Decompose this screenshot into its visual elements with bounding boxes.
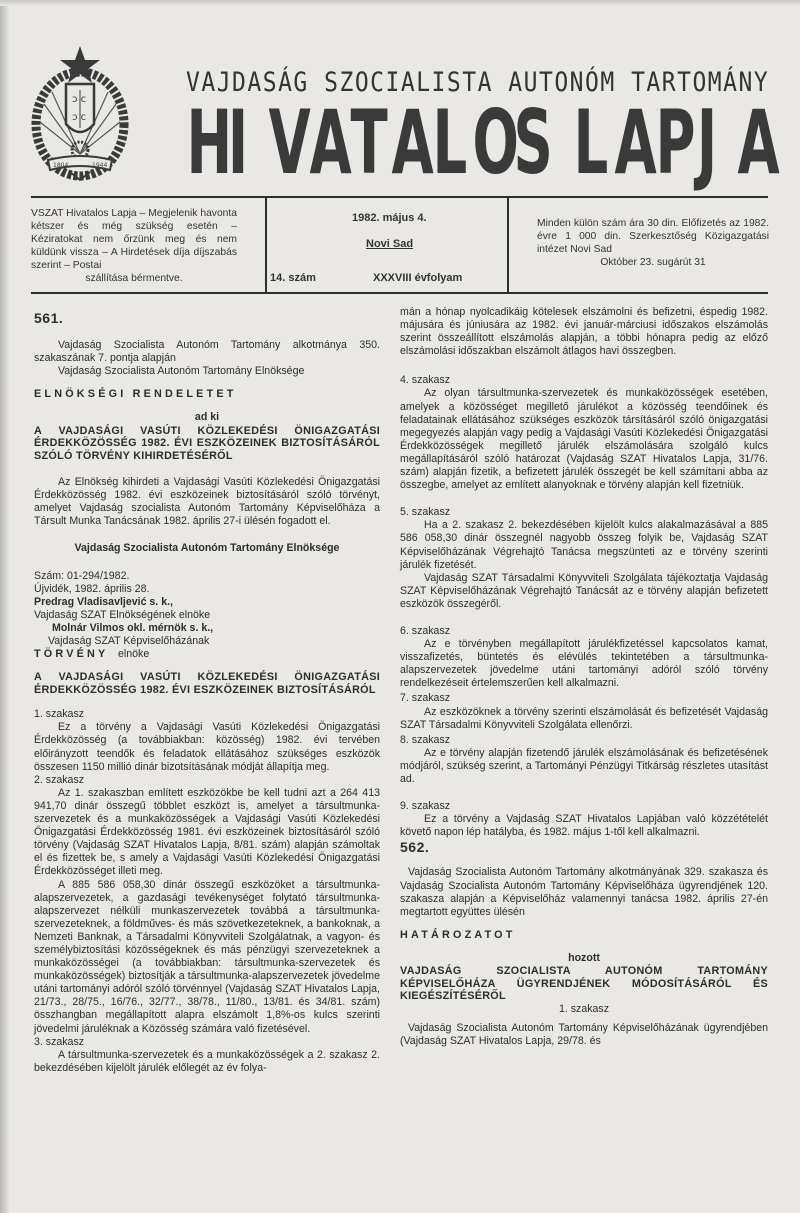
issue-number: 14. szám xyxy=(270,272,316,284)
info-divider-left xyxy=(265,196,267,293)
signer-name: Predrag Vladisavljević s. k., xyxy=(34,595,173,608)
paragraph: Az e törvény alapján fizetendő járulék elszámolásának és befizetésének módjáról, szükség szerint, a Tartományi Pénzügyi Titkárság részletes utasítást ad. xyxy=(400,746,768,785)
paragraph: Az 1. szakaszban említett eszközökbe be kell tudni azt a 264 413 941,70 dinár összegű többlet eszközt is, amelyet a társultmunka-szervezetek és a munkaközösségek a Vajdasági Vasúti Közlekedési Önigazgatási Érdekközösség 1981. évi eszközeinek biztosításáról szóló törvény (Vajdaság SZAT Hivatalos Lapja, 8/81. szám) alapján számoltak el és fizettek be, s amely a Vajdasági Vasúti Közlekedési Önigazgatási Érdekközösséget illeti meg. xyxy=(34,786,380,878)
section-label: 1. szakasz xyxy=(558,1002,610,1015)
paragraph: Ha a 2. szakasz 2. bekezdésében kijelölt kulcs alakalmazásával a 885 586 058,30 dinár összegnél nagyobb összeg folyik be, Vajdaság SZAT Képviselőházának Végrehajtó Tanácsa megszünteti az e törvény szerinti járulék fizetését. xyxy=(400,519,768,571)
title-letter: A xyxy=(391,91,434,194)
reference-number: Szám: 01-294/1982. xyxy=(34,569,130,582)
title-letter: A xyxy=(737,91,780,194)
paragraph: Vajdaság Szocialista Autonóm Tartomány alkotmánya 350. szakaszának 7. pontja alapján xyxy=(34,339,380,365)
document-number: 562. xyxy=(400,839,430,856)
law-title: A VAJDASÁGI VASÚTI KÖZLEKEDÉSI ÖNIGAZGATÁSI ÉRDEKKÖZÖSSÉG 1982. ÉVI ESZKÖZEINEK BIZTOSÍTÁSÁRÓL xyxy=(34,671,380,696)
right-column xyxy=(400,306,768,1048)
svg-text:1804: 1804 xyxy=(53,162,69,169)
decree-title: A VAJDASÁGI VASÚTI KÖZLEKEDÉSI ÖNIGAZGATÁSI ÉRDEKKÖZÖSSÉG 1982. ÉVI ESZKÖZEINEK BIZTOSÍTÁSÁRÓL SZÓLÓ TÖRVÉNY KIHIRDETÉSÉRŐL xyxy=(34,424,380,462)
masthead-divider xyxy=(31,196,768,198)
left-column xyxy=(34,308,380,1075)
paragraph: A 885 586 058,30 dinár összegű eszközöket a társultmunka-alapszervezetek, a gazdasági tevékenységet folytató társultmunka-alapszervezet nélküli munkaszervezetek továbbá a társultmunka-szervezeteknek, a földműves- és más szövetkezeteknek, a bankoknak, a Nemzeti Banknak, a Társadalmi Könyvviteli Szolgálatnak, a vagyon- és személybiztosítási közösségeknek és más pénzügyi szervezeteknek a munkaközösségei (a továbbiakban: társultmunka-szervezetek és munkaközösségek) biztosítják a társultmunka-alapszervezetek jövedelme utáni tartományi adóról szóló törvénnyel (Vajdaság SZAT Hivatalos Lapja, 21/73., 28/75., 16/76., 32/77., 38/78., 11/80., 13/81. és 34/81. szám) összhangban megállapított alapra elszámolt 1,8%-os kulcs szerinti jövedelmi járuléknak a Közösség számára való fizetésével. xyxy=(34,878,380,1035)
svg-text:ɔ c: ɔ c xyxy=(72,94,87,105)
title-letter: I xyxy=(227,91,249,194)
signer-title: Vajdaság SZAT Képviselőházának xyxy=(48,635,210,647)
title-letter: L xyxy=(431,91,467,194)
title-letter: V xyxy=(268,91,311,194)
section-label: 4. szakasz xyxy=(400,374,451,387)
title-letter: P xyxy=(655,91,696,194)
section-label: 5. szakasz xyxy=(400,506,451,519)
paragraph: Vajdaság Szocialista Autonóm Tartomány alkotmányának 329. szakasza és Vajdaság Szocialista Autonóm Tartomány Képviselőháza ügyrendjének 120. szakasza alapján a Képviselőház valamennyi tanácsa 1982. április 27-én megtartott együttes ülésén xyxy=(400,866,768,918)
heading-sub: ad ki xyxy=(194,411,220,424)
publication-notice: VSZAT Hivatalos Lapja – Megjelenik havonta kétszer és még szükség esetén – Kéziratokat nem őrzünk meg és nem küldünk vissza – A Hirdetések díja díjszabás szerint – Postai szállítása bérmentve. xyxy=(31,208,237,284)
publication-subtitle: VAJDASÁG SZOCIALISTA AUTONÓM TARTOMÁNY xyxy=(186,68,770,98)
paragraph: Vajdaság SZAT Társadalmi Könyvviteli Szolgálata tájékoztatja Vajdaság SZAT Képviselőházának Végrehajtó Tanácsát az e törvény alapján befizetett eszközök összegéről. xyxy=(400,571,768,610)
paragraph: Az Elnökség kihirdeti a Vajdasági Vasúti Közlekedési Önigazgatási Érdekközösség 1982. évi eszközeinek biztosításáról szóló törvényt, amelyet Vajdaság szocialista Autonóm Tartomány Képviselőháza a Társult Munka Tanácsának 1982. április 27-i ülésén fogadott el. xyxy=(34,476,380,528)
svg-text:ɔ c: ɔ c xyxy=(72,112,87,123)
paragraph: A társultmunka-szervezetek és a munkaközösségek a 2. szakasz 2. bekezdésében kijelölt járulék előlegét az év folya- xyxy=(34,1048,380,1074)
issue-date: 1982. május 4. xyxy=(352,212,427,224)
section-heading: TÖRVÉNY xyxy=(34,648,109,661)
issue-city: Novi Sad xyxy=(366,238,414,250)
info-bottom-rule xyxy=(31,292,768,294)
paragraph: Ez a törvény a Vajdaság SZAT Hivatalos Lapjában való közzétételét követő napon lép hatályba, és 1982. május 1-től kell alkalmazni. xyxy=(400,813,768,839)
section-label: 1. szakasz xyxy=(34,708,85,721)
section-label: 8. szakasz xyxy=(400,733,451,746)
issuer-name: Vajdaság Szocialista Autonóm Tartomány Elnöksége xyxy=(74,542,340,555)
title-letter: J xyxy=(696,91,718,194)
paragraph: Az eszközöknek a törvény szerinti elszámolását és befizetését Vajdaság SZAT Társadalmi Könyvviteli Szolgálata ellenőrzi. xyxy=(400,705,768,731)
info-divider-right xyxy=(507,196,509,293)
title-letter: O xyxy=(472,91,520,194)
title-letter: T xyxy=(350,91,388,194)
heading-sub: hozott xyxy=(568,951,600,964)
resolution-title: VAJDASÁG SZOCIALISTA AUTONÓM TARTOMÁNY KÉPVISELŐHÁZA ÜGYRENDJÉNEK MÓDOSÍTÁSÁRÓL ÉS KIEGÉSZÍTÉSÉRŐL xyxy=(400,965,768,1003)
title-letter: A xyxy=(309,91,352,194)
section-heading: HATÁROZATOT xyxy=(400,928,516,941)
document-number: 561. xyxy=(34,310,64,326)
masthead xyxy=(0,0,800,196)
section-label: 2. szakasz xyxy=(34,773,85,786)
section-label: 7. szakasz xyxy=(400,692,451,705)
volume-number: XXXVIII évfolyam xyxy=(373,272,463,284)
paragraph: Az olyan társultmunka-szervezetek és munkaközösségek esetében, amelyek a közösséget megillető járulékot a közösség teendőinek és feladatainak ellátásához szükséges eszközök társításáról szóló önigazgatási megegyezés alapján vagy pedig a Vajdasági Vasúti Közlekedési Önigazgatási Érdekközösségek megillető járulék elszámolására szolgáló kulcs megállapításáról szóló határozat (Vajdaság SZAT Hivatalos Lapja, 31/76. szám) alapján fizetik, a befizetett járulék összegét be kell számítani abba az összegbe, amelyet az említett alanyoknak e törvény alapján kell fizetniük. xyxy=(400,387,768,492)
paragraph: Vajdaság Szocialista Autonóm Tartomány Képviselőházának ügyrendjében (Vajdaság SZAT Hivatalos Lapja, 29/78. és xyxy=(400,1021,768,1047)
title-letter: S xyxy=(513,91,554,194)
title-letter: H xyxy=(186,91,233,194)
svg-text:1944: 1944 xyxy=(92,162,108,169)
section-heading: ELNÖKSÉGI RENDELETET xyxy=(34,388,237,401)
paragraph: Az e törvényben megállapított járulékfizetéssel kapcsolatos kamat, visszafizetés, büntetés és elévülés tekintetében a társultmunka-alapszervezetek jövedelme utáni tartományi adóról szóló törvény rendelkezéseit értelemszerűen kell alkalmazni. xyxy=(400,638,768,690)
signer-name: Molnár Vilmos okl. mérnök s. k., xyxy=(52,621,214,634)
signer-title: Vajdaság SZAT Elnökségének elnöke xyxy=(34,608,211,621)
publication-title xyxy=(180,91,780,194)
reference-place-date: Újvidék, 1982. április 28. xyxy=(34,582,150,595)
section-label: 6. szakasz xyxy=(400,624,451,637)
price-and-editorial: Minden külön szám ára 30 din. Előfizetés az 1982. évre 1 000 din. Szerkesztőség Közigazgatási intézet Novi Sad Október 23. sugárút 31 xyxy=(537,218,769,268)
signer-title: elnöke xyxy=(118,648,150,661)
title-letter: L xyxy=(573,91,609,194)
paragraph: mán a hónap nyolcadikáig kötelesek elszámolni és befizetni, éspedig 1982. májusára és júniusára az 1982. évi január-márciusi időszakos elszámolás szerint összeállított elszámolás alapján, a többi hónapra pedig az előző elszámolási időszakban elszámolt átlagos havi összegben. xyxy=(400,306,768,358)
section-label: 3. szakasz xyxy=(34,1035,85,1048)
title-letter: A xyxy=(614,91,657,194)
paragraph: Vajdaság Szocialista Autonóm Tartomány Elnöksége xyxy=(58,365,305,378)
paragraph: Ez a törvény a Vajdasági Vasúti Közlekedési Önigazgatási Érdekközösség (a továbbiakban: közösség) 1982. évi tervében előirányzott teendők és feladatok ellátásához szükséges eszközök összesen 1150 millió dinár bizotsításának módját állapítja meg. xyxy=(34,721,380,773)
coat-of-arms-icon xyxy=(30,44,130,184)
section-label: 9. szakasz xyxy=(400,800,451,813)
